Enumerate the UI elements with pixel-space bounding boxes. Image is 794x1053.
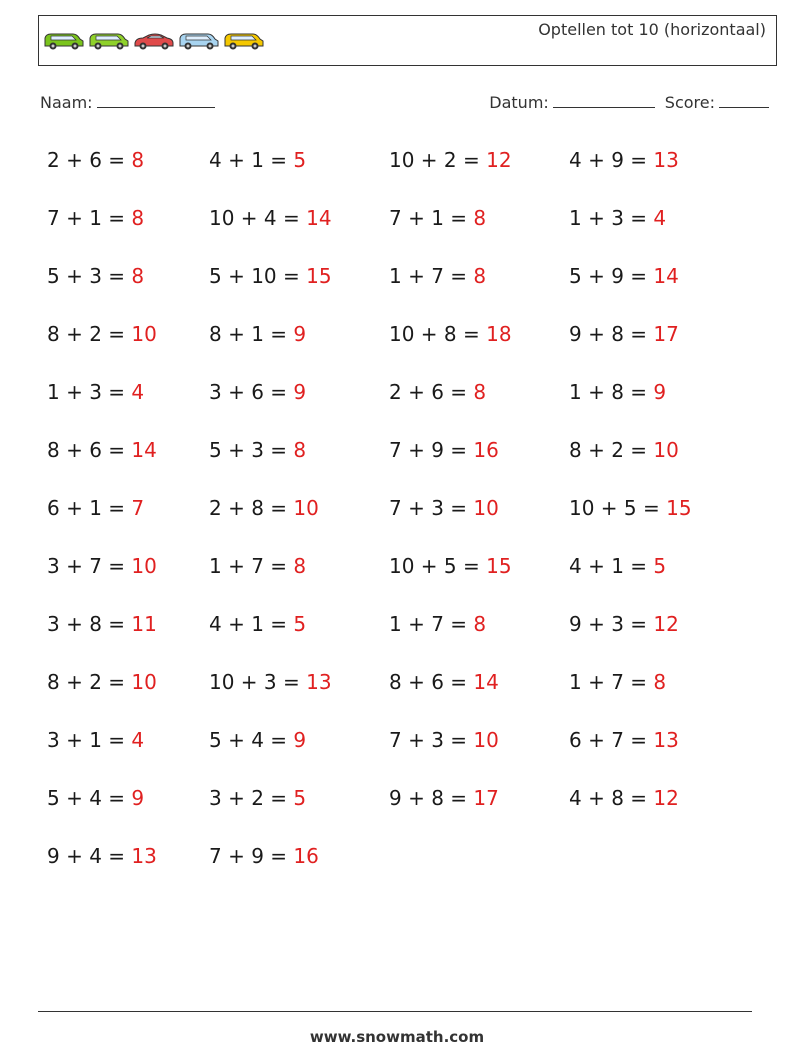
problem-answer: 8: [293, 554, 307, 578]
problem-item: [569, 786, 679, 810]
car-icon: [223, 28, 265, 52]
problem-question: 3 + 1 =: [47, 728, 132, 752]
problem-item: [209, 206, 332, 230]
problem-item: [47, 438, 157, 462]
problem-item: [209, 554, 306, 578]
problem-item: [209, 264, 332, 288]
problem-answer: 4: [131, 380, 145, 404]
problem-item: [569, 728, 679, 752]
problem-item: [569, 380, 666, 404]
problem-item: [569, 206, 666, 230]
problem-item: [47, 728, 144, 752]
car-icon: [133, 28, 175, 52]
problem-answer: 5: [293, 786, 307, 810]
problem-question: 1 + 7 =: [389, 264, 474, 288]
problem-question: 8 + 2 =: [47, 670, 132, 694]
problem-question: 6 + 7 =: [569, 728, 654, 752]
problem-question: 4 + 9 =: [569, 148, 654, 172]
problem-item: [389, 380, 486, 404]
problem-item: [389, 728, 499, 752]
problem-question: 1 + 7 =: [209, 554, 294, 578]
problem-question: 1 + 3 =: [569, 206, 654, 230]
problem-question: 2 + 6 =: [389, 380, 474, 404]
problem-question: 4 + 8 =: [569, 786, 654, 810]
score-label: Score:: [664, 93, 715, 112]
problem-item: [569, 438, 679, 462]
problem-question: 3 + 2 =: [209, 786, 294, 810]
problem-question: 1 + 7 =: [569, 670, 654, 694]
problem-answer: 17: [473, 786, 499, 810]
problem-answer: 8: [473, 612, 487, 636]
car-icon: [178, 28, 220, 52]
problem-question: 5 + 3 =: [209, 438, 294, 462]
problem-question: 7 + 3 =: [389, 496, 474, 520]
problem-item: [569, 612, 679, 636]
problem-item: [47, 496, 144, 520]
problem-answer: 13: [653, 728, 679, 752]
problem-item: [47, 612, 157, 636]
car-icon: [43, 28, 85, 52]
problem-answer: 15: [486, 554, 512, 578]
name-field: [40, 93, 215, 112]
problem-question: 3 + 6 =: [209, 380, 294, 404]
problem-question: 10 + 3 =: [209, 670, 307, 694]
car-icon: [88, 28, 130, 52]
problem-question: 9 + 3 =: [569, 612, 654, 636]
problem-answer: 4: [653, 206, 667, 230]
problem-answer: 11: [131, 612, 157, 636]
problem-question: 8 + 6 =: [47, 438, 132, 462]
problem-item: [389, 438, 499, 462]
problem-answer: 8: [131, 264, 145, 288]
problem-answer: 10: [653, 438, 679, 462]
problem-answer: 8: [131, 148, 145, 172]
problem-item: [209, 670, 332, 694]
problem-answer: 12: [653, 786, 679, 810]
problem-item: [389, 554, 512, 578]
car-icons: [43, 28, 265, 52]
problem-question: 2 + 8 =: [209, 496, 294, 520]
problem-answer: 10: [131, 322, 157, 346]
problem-item: [209, 728, 306, 752]
problem-item: [209, 148, 306, 172]
problem-answer: 16: [473, 438, 499, 462]
problem-item: [209, 380, 306, 404]
problem-answer: 13: [653, 148, 679, 172]
problem-answer: 15: [666, 496, 692, 520]
problem-question: 9 + 8 =: [569, 322, 654, 346]
problem-question: 5 + 10 =: [209, 264, 307, 288]
problem-item: [47, 786, 144, 810]
problem-item: [569, 496, 692, 520]
problem-answer: 5: [653, 554, 667, 578]
problem-question: 10 + 4 =: [209, 206, 307, 230]
problem-item: [47, 206, 144, 230]
problem-question: 7 + 1 =: [47, 206, 132, 230]
problem-question: 4 + 1 =: [209, 612, 294, 636]
problem-answer: 10: [131, 554, 157, 578]
date-score-fields: [489, 93, 769, 112]
problem-item: [209, 438, 306, 462]
problem-item: [47, 844, 157, 868]
problem-question: 8 + 2 =: [569, 438, 654, 462]
problem-item: [569, 264, 679, 288]
problem-question: 10 + 2 =: [389, 148, 487, 172]
footer-divider: [38, 1011, 752, 1012]
problem-item: [389, 612, 486, 636]
problem-question: 7 + 1 =: [389, 206, 474, 230]
score-blank: [719, 93, 769, 108]
problem-question: 1 + 8 =: [569, 380, 654, 404]
problem-question: 6 + 1 =: [47, 496, 132, 520]
problem-question: 10 + 5 =: [389, 554, 487, 578]
problem-answer: 10: [473, 728, 499, 752]
problem-question: 9 + 8 =: [389, 786, 474, 810]
problem-answer: 14: [473, 670, 499, 694]
problem-answer: 4: [131, 728, 145, 752]
problem-question: 7 + 3 =: [389, 728, 474, 752]
problem-answer: 9: [293, 728, 307, 752]
problem-item: [209, 612, 306, 636]
date-label: Datum:: [489, 93, 549, 112]
problem-item: [209, 496, 319, 520]
problem-answer: 8: [473, 206, 487, 230]
problem-answer: 5: [293, 148, 307, 172]
problem-question: 1 + 3 =: [47, 380, 132, 404]
problem-item: [47, 554, 157, 578]
problem-question: 4 + 1 =: [209, 148, 294, 172]
problem-item: [389, 206, 486, 230]
problem-item: [569, 148, 679, 172]
problem-answer: 14: [131, 438, 157, 462]
problem-answer: 14: [653, 264, 679, 288]
problem-item: [47, 380, 144, 404]
problem-item: [209, 786, 306, 810]
problem-question: 7 + 9 =: [389, 438, 474, 462]
problem-item: [569, 554, 666, 578]
problem-answer: 13: [131, 844, 157, 868]
problem-item: [569, 670, 666, 694]
problem-question: 1 + 7 =: [389, 612, 474, 636]
problem-answer: 8: [473, 380, 487, 404]
problem-item: [389, 148, 512, 172]
problem-item: [47, 264, 144, 288]
problem-question: 5 + 4 =: [209, 728, 294, 752]
problem-question: 3 + 7 =: [47, 554, 132, 578]
problem-question: 5 + 9 =: [569, 264, 654, 288]
problem-question: 10 + 8 =: [389, 322, 487, 346]
problem-question: 8 + 2 =: [47, 322, 132, 346]
page-title: Optellen tot 10 (horizontaal): [538, 20, 766, 39]
name-blank: [97, 93, 215, 108]
problem-answer: 10: [473, 496, 499, 520]
problem-question: 10 + 5 =: [569, 496, 667, 520]
problem-question: 4 + 1 =: [569, 554, 654, 578]
problem-answer: 12: [486, 148, 512, 172]
problem-answer: 8: [473, 264, 487, 288]
problem-question: 5 + 4 =: [47, 786, 132, 810]
problem-answer: 10: [293, 496, 319, 520]
problem-answer: 10: [131, 670, 157, 694]
problem-item: [389, 264, 486, 288]
problem-answer: 8: [293, 438, 307, 462]
problem-item: [389, 496, 499, 520]
problem-item: [569, 322, 679, 346]
problem-item: [209, 322, 306, 346]
problem-answer: 8: [653, 670, 667, 694]
problem-item: [47, 322, 157, 346]
problem-answer: 13: [306, 670, 332, 694]
problem-answer: 15: [306, 264, 332, 288]
date-blank: [553, 93, 655, 108]
footer-url: www.snowmath.com: [309, 1028, 485, 1046]
problem-question: 9 + 4 =: [47, 844, 132, 868]
problem-question: 8 + 6 =: [389, 670, 474, 694]
problem-question: 2 + 6 =: [47, 148, 132, 172]
problem-item: [389, 322, 512, 346]
problem-item: [47, 670, 157, 694]
problem-answer: 5: [293, 612, 307, 636]
problem-item: [209, 844, 319, 868]
problem-item: [389, 786, 499, 810]
problem-answer: 14: [306, 206, 332, 230]
problem-answer: 16: [293, 844, 319, 868]
problem-question: 7 + 9 =: [209, 844, 294, 868]
problem-answer: 17: [653, 322, 679, 346]
problem-answer: 12: [653, 612, 679, 636]
problem-answer: 9: [131, 786, 145, 810]
problem-answer: 9: [293, 322, 307, 346]
problem-question: 3 + 8 =: [47, 612, 132, 636]
problem-answer: 18: [486, 322, 512, 346]
problem-answer: 9: [293, 380, 307, 404]
problem-question: 8 + 1 =: [209, 322, 294, 346]
problem-question: 5 + 3 =: [47, 264, 132, 288]
problem-answer: 9: [653, 380, 667, 404]
problem-item: [47, 148, 144, 172]
problem-answer: 7: [131, 496, 145, 520]
name-label: Naam:: [40, 93, 93, 112]
problem-item: [389, 670, 499, 694]
problem-answer: 8: [131, 206, 145, 230]
header-box: [38, 15, 777, 66]
